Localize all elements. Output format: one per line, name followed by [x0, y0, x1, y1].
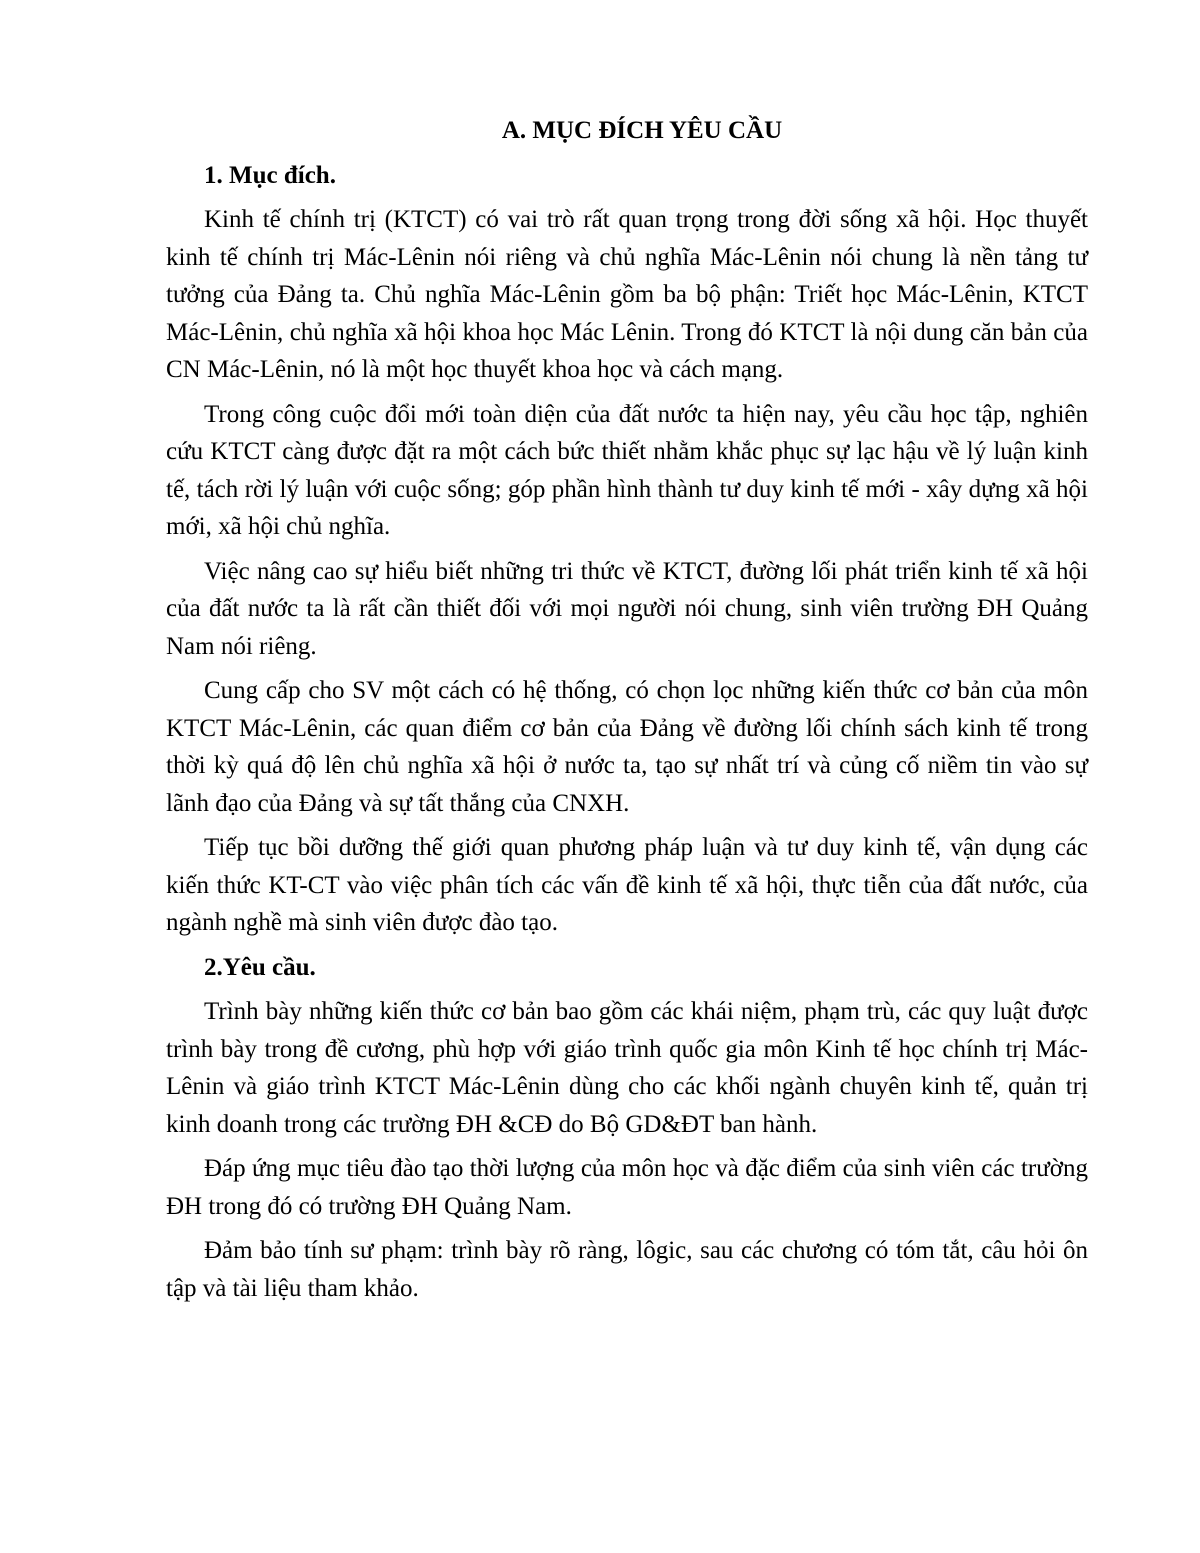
paragraph: Đáp ứng mục tiêu đào tạo thời lượng của môn học và đặc điểm của sinh viên các trường ĐH trong đó có trường ĐH Quảng Nam. — [166, 1155, 1088, 1220]
paragraph: Cung cấp cho SV một cách có hệ thống, có chọn lọc những kiến thức cơ bản của môn KTCT Mác-Lênin, các quan điểm cơ bản của Đảng về đường lối chính sách kinh tế trong thời kỳ quá độ lên chủ nghĩa xã hội ở nước ta, tạo sự nhất trí và củng cố niềm tin vào sự lãnh đạo của Đảng và sự tất thắng của CNXH. — [166, 677, 1088, 817]
section-heading-purpose: 1. Mục đích. — [204, 161, 336, 189]
document-page — [166, 112, 1088, 1314]
page-title: A. MỤC ĐÍCH YÊU CẦU — [501, 117, 783, 144]
paragraph: Tiếp tục bồi dưỡng thế giới quan phương pháp luận và tư duy kinh tế, vận dụng các kiến thức KT-CT vào việc phân tích các vấn đề kinh tế xã hội, thực tiễn của đất nước, của ngành nghề mà sinh viên được đào tạo. — [166, 834, 1088, 936]
paragraph: Kinh tế chính trị (KTCT) có vai trò rất quan trọng trong đời sống xã hội. Học thuyết kinh tế chính trị Mác-Lênin nói riêng và chủ nghĩa Mác-Lênin nói chung là nền tảng tư tưởng của Đảng ta. Chủ nghĩa Mác-Lênin gồm ba bộ phận: Triết học Mác-Lênin, KTCT Mác-Lênin, chủ nghĩa xã hội khoa học Mác Lênin. Trong đó KTCT là nội dung căn bản của CN Mác-Lênin, nó là một học thuyết khoa học và cách mạng. — [166, 206, 1088, 383]
paragraph: Việc nâng cao sự hiểu biết những tri thức về KTCT, đường lối phát triển kinh tế xã hội của đất nước ta là rất cần thiết đối với mọi người nói chung, sinh viên trường ĐH Quảng Nam nói riêng. — [166, 557, 1088, 660]
section-heading-requirements: 2.Yêu cầu. — [204, 953, 316, 981]
paragraph: Trình bày những kiến thức cơ bản bao gồm các khái niệm, phạm trù, các quy luật được trình bày trong đề cương, phù hợp với giáo trình quốc gia môn Kinh tế học chính trị Mác-Lênin và giáo trình KTCT Mác-Lênin dùng cho các khối ngành chuyên kinh tế, quản trị kinh doanh trong các trường ĐH &CĐ do Bộ GD&ĐT ban hành. — [166, 998, 1088, 1138]
paragraph: Đảm bảo tính sư phạm: trình bày rõ ràng, lôgic, sau các chương có tóm tắt, câu hỏi ôn tập và tài liệu tham khảo. — [166, 1237, 1088, 1302]
paragraph: Trong công cuộc đổi mới toàn diện của đất nước ta hiện nay, yêu cầu học tập, nghiên cứu KTCT càng được đặt ra một cách bức thiết nhằm khắc phục sự lạc hậu về lý luận kinh tế, tách rời lý luận với cuộc sống; góp phần hình thành tư duy kinh tế mới - xây dựng xã hội mới, xã hội chủ nghĩa. — [166, 400, 1088, 540]
